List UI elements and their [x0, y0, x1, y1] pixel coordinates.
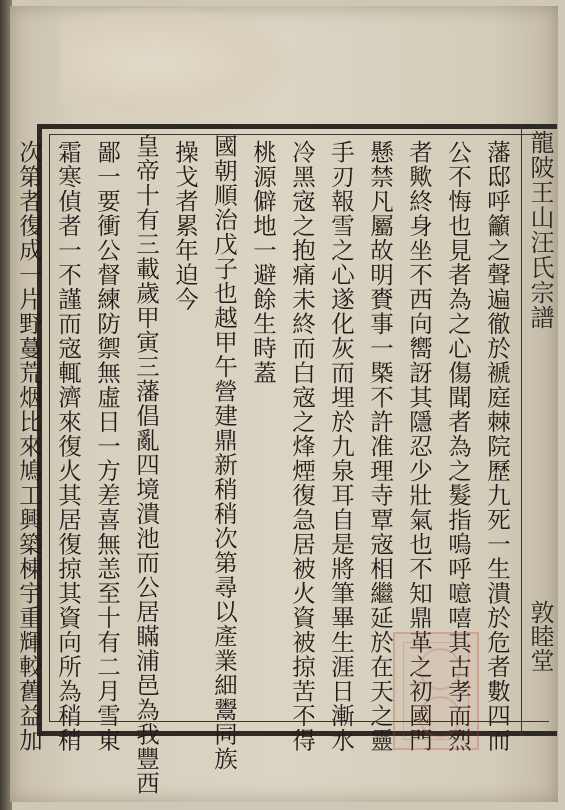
- seal-glyph-mark: [419, 648, 461, 690]
- red-seal-stamp: [393, 632, 479, 750]
- text-column: 懸禁凡屬故明賚事一槩不許准理寺覃宼相繼延於在天之靈: [366, 140, 394, 753]
- worn-paper-area: [60, 8, 290, 118]
- text-column-elevated: 皇帝十有三載歲甲寅三藩倡亂四境潰池而公居瞞浦邑為我豐西: [132, 134, 160, 796]
- text-column: 次第者復成一片野蔓荒烟比來鳩工興築棟宇重輝較舊益加: [15, 140, 43, 753]
- book-title-margin: 龍陂王山汪氏宗譜: [526, 130, 554, 330]
- text-column: 冷黑宼之抱痛未終而白宼之烽煙復急居被火資被掠苦不得: [288, 140, 316, 753]
- text-column: 操戈者累年迫今: [171, 140, 199, 312]
- text-column: 桃源僻地一避餘生時蓋: [249, 140, 277, 385]
- text-column: 公不悔也見者為之心傷聞者為之髮指嗚呼噫嘻其古孝而烈: [444, 140, 472, 753]
- text-column: 藩邸呼籲之聲遍徹於褫庭棘院歷九死一生潰於危者數四而: [483, 140, 511, 753]
- text-column-elevated: 國朝順治戊子也越甲午營建鼎新稍稍次第尋以產業細鬻同族: [210, 134, 238, 771]
- seal-glyph-mark: [419, 696, 461, 738]
- text-column: 手刃報雪之心遂化灰而埋於九泉耳自是將筆畢生涯日漸水: [327, 140, 355, 753]
- text-column: 鄙一要衝公督練防禦無虛日一方差喜無恙至十有二月雪東: [93, 140, 121, 753]
- center-margin-rule: [521, 124, 522, 736]
- text-column: 霜寒偵者一不謹而宼輒濟來復火其居復掠其資向所為稍稍: [54, 140, 82, 753]
- text-column: 者歟終身坐不西向嚮訝其隱忍少壯氣也不知鼎革之初國門: [405, 140, 433, 753]
- hall-name-margin: 敦睦堂: [526, 600, 554, 672]
